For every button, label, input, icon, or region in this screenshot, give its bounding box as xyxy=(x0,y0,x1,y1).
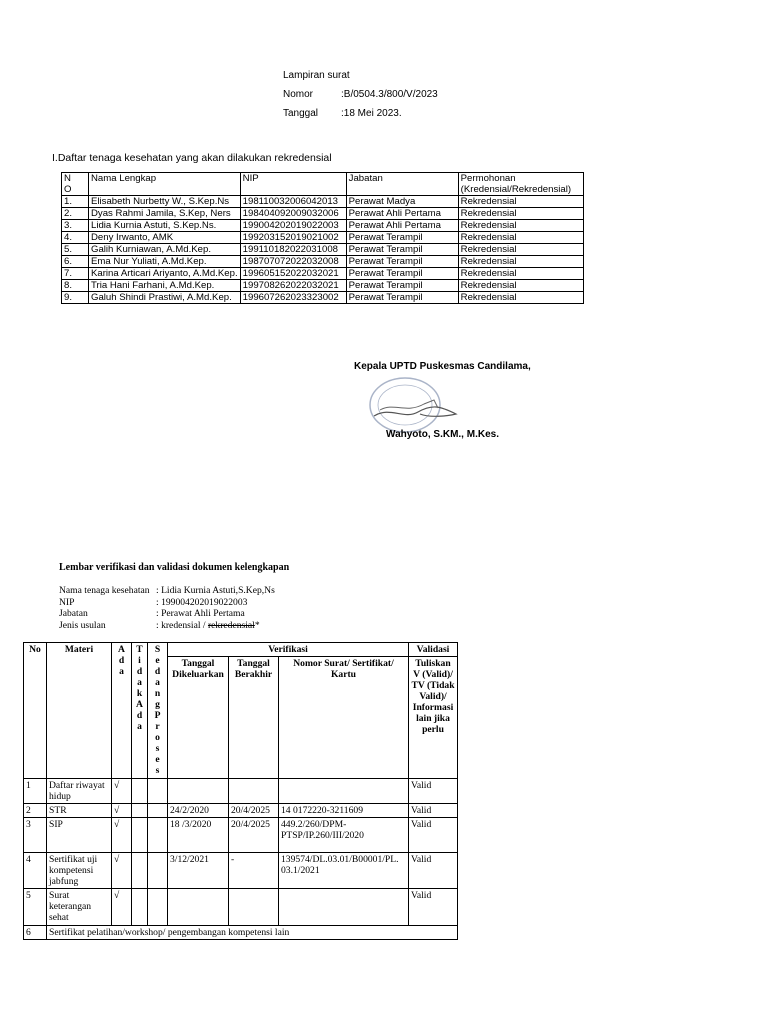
header-nama: Nama Lengkap xyxy=(89,173,241,196)
vertical-letter: d xyxy=(154,666,161,677)
cell-no: 7. xyxy=(62,268,89,280)
cell-no: 6. xyxy=(62,256,89,268)
cell-tgl-dikeluarkan: 3/12/2021 xyxy=(168,853,229,889)
cell-no: 6 xyxy=(24,926,47,940)
header-validasi-note: Tuliskan V (Valid)/ TV (Tidak Valid)/ Informasi lain jika perlu xyxy=(409,657,458,779)
header-verifikasi: Verifikasi xyxy=(168,643,409,657)
cell-tgl-berakhir xyxy=(229,889,279,926)
info-value: : kredensial / rekredensial* xyxy=(156,619,260,631)
tanggal-label: Tanggal xyxy=(283,108,319,119)
nomor-value: :B/0504.3/800/V/2023 xyxy=(341,89,438,100)
vertical-letter: e xyxy=(155,655,160,666)
vertical-letter: a xyxy=(137,721,142,732)
table-row xyxy=(62,268,584,280)
vertical-letter: d xyxy=(136,710,143,721)
info-label: Jabatan xyxy=(59,608,88,619)
vertical-letter: a xyxy=(155,677,160,688)
cell-nip: 199004202019022003 xyxy=(240,220,346,232)
cell-tgl-dikeluarkan xyxy=(168,779,229,804)
official-stamp-signature xyxy=(360,376,470,436)
applicant-info xyxy=(59,585,275,631)
cell-ada: √ xyxy=(112,779,132,804)
signatory-title: Kepala UPTD Puskesmas Candilama, xyxy=(354,361,531,372)
cell-tgl-dikeluarkan: 24/2/2020 xyxy=(168,804,229,818)
vertical-letter: s xyxy=(155,743,160,754)
cell-jabatan: Perawat Terampil xyxy=(346,232,458,244)
tanggal-value: :18 Mei 2023. xyxy=(341,108,402,119)
cell-tidak-ada xyxy=(132,818,148,853)
cell-ada: √ xyxy=(112,853,132,889)
vertical-letter: P xyxy=(154,710,161,721)
cell-jabatan: Perawat Terampil xyxy=(346,268,458,280)
section-title: I.Daftar tenaga kesehatan yang akan dilakukan rekredensial xyxy=(52,152,332,164)
cell-nomor xyxy=(279,889,409,926)
cell-nip: 199605152022032021 xyxy=(240,268,346,280)
table-row xyxy=(62,292,584,304)
cell-nama: Ema Nur Yuliati, A.Md.Kep. xyxy=(89,256,241,268)
cell-no: 1 xyxy=(24,779,47,804)
header-no: No xyxy=(24,643,47,779)
cell-no: 5 xyxy=(24,889,47,926)
vertical-letter: a xyxy=(137,677,142,688)
cell-no: 4. xyxy=(62,232,89,244)
cell-tgl-berakhir: - xyxy=(229,853,279,889)
table-row xyxy=(24,926,458,940)
cell-materi-wide: Sertifikat pelatihan/workshop/ pengembangan kompetensi lain xyxy=(47,926,458,940)
cell-tgl-dikeluarkan xyxy=(168,889,229,926)
cell-nama: Tria Hani Farhani, A.Md.Kep. xyxy=(89,280,241,292)
cell-no: 8. xyxy=(62,280,89,292)
cell-nama: Karina Articari Ariyanto, A.Md.Kep. xyxy=(89,268,241,280)
cell-jabatan: Perawat Ahli Pertama xyxy=(346,220,458,232)
vertical-text xyxy=(112,644,131,677)
cell-materi: STR xyxy=(47,804,112,818)
cell-nomor: 14 0172220-3211609 xyxy=(279,804,409,818)
vertical-letter: a xyxy=(119,666,124,677)
cell-nama: Elisabeth Nurbetty W., S.Kep.Ns xyxy=(89,196,241,208)
header-tgl-dikeluarkan: Tanggal Dikeluarkan xyxy=(168,657,229,779)
table-row xyxy=(24,889,458,926)
cell-nomor xyxy=(279,779,409,804)
header-tgl-berakhir: Tanggal Berakhir xyxy=(229,657,279,779)
verification-header-row1 xyxy=(24,643,458,657)
header-nip: NIP xyxy=(240,173,346,196)
cell-permohonan: Rekredensial xyxy=(458,196,583,208)
cell-permohonan: Rekredensial xyxy=(458,244,583,256)
table-row xyxy=(62,256,584,268)
cell-validasi: Valid xyxy=(409,804,458,818)
cell-jabatan: Perawat Terampil xyxy=(346,292,458,304)
cell-materi: Daftar riwayat hidup xyxy=(47,779,112,804)
cell-no: 2 xyxy=(24,804,47,818)
cell-permohonan: Rekredensial xyxy=(458,256,583,268)
vertical-letter: i xyxy=(138,655,141,666)
cell-sedang-proses xyxy=(148,818,168,853)
cell-nip: 199607262023323002 xyxy=(240,292,346,304)
cell-jabatan: Perawat Terampil xyxy=(346,280,458,292)
cell-nama: Galih Kurniawan, A.Md.Kep. xyxy=(89,244,241,256)
cell-permohonan: Rekredensial xyxy=(458,232,583,244)
cell-materi: SIP xyxy=(47,818,112,853)
cell-nip: 198404092009032006 xyxy=(240,208,346,220)
cell-ada: √ xyxy=(112,804,132,818)
cell-ada: √ xyxy=(112,818,132,853)
cell-jabatan: Perawat Terampil xyxy=(346,244,458,256)
vertical-letter: n xyxy=(154,688,161,699)
cell-nama: Galuh Shindi Prastiwi, A.Md.Kep. xyxy=(89,292,241,304)
info-label: NIP xyxy=(59,596,75,608)
cell-sedang-proses xyxy=(148,889,168,926)
cell-validasi: Valid xyxy=(409,889,458,926)
vertical-letter: S xyxy=(154,644,161,655)
cell-jabatan: Perawat Terampil xyxy=(346,256,458,268)
table-row xyxy=(24,804,458,818)
cell-no: 3. xyxy=(62,220,89,232)
staff-table xyxy=(61,172,584,304)
header-no: N O xyxy=(62,173,89,196)
cell-nip: 199110182022031008 xyxy=(240,244,346,256)
table-row xyxy=(62,232,584,244)
sheet-title: Lembar verifikasi dan validasi dokumen kelengkapan xyxy=(59,562,290,573)
cell-nip: 198707072022032008 xyxy=(240,256,346,268)
cell-nama: Deny Irwanto, AMK xyxy=(89,232,241,244)
cell-tidak-ada xyxy=(132,889,148,926)
vertical-text xyxy=(148,644,167,776)
header-nomor: Nomor Surat/ Sertifikat/ Kartu xyxy=(279,657,409,779)
table-row xyxy=(24,818,458,853)
cell-sedang-proses xyxy=(148,853,168,889)
cell-permohonan: Rekredensial xyxy=(458,208,583,220)
cell-no: 5. xyxy=(62,244,89,256)
cell-materi: Sertifikat uji kompetensi jabfung xyxy=(47,853,112,889)
cell-tgl-berakhir xyxy=(229,779,279,804)
cell-permohonan: Rekredensial xyxy=(458,220,583,232)
cell-no: 4 xyxy=(24,853,47,889)
cell-validasi: Valid xyxy=(409,853,458,889)
cell-tgl-berakhir: 20/4/2025 xyxy=(229,804,279,818)
cell-tidak-ada xyxy=(132,853,148,889)
table-row xyxy=(24,779,458,804)
header-tidak-ada xyxy=(132,643,148,779)
cell-nip: 199708262022032021 xyxy=(240,280,346,292)
cell-nip: 198110032006042013 xyxy=(240,196,346,208)
header-materi: Materi xyxy=(47,643,112,779)
table-row xyxy=(24,853,458,889)
cell-permohonan: Rekredensial xyxy=(458,268,583,280)
letter-header xyxy=(283,66,438,123)
vertical-text xyxy=(132,644,147,732)
cell-validasi: Valid xyxy=(409,779,458,804)
cell-jabatan: Perawat Madya xyxy=(346,196,458,208)
verification-table xyxy=(23,642,458,940)
cell-validasi: Valid xyxy=(409,818,458,853)
cell-no: 9. xyxy=(62,292,89,304)
vertical-letter: g xyxy=(155,699,160,710)
cell-nama: Lidia Kurnia Astuti, S.Kep.Ns. xyxy=(89,220,241,232)
header-validasi: Validasi xyxy=(409,643,458,657)
cell-no: 2. xyxy=(62,208,89,220)
table-row xyxy=(62,280,584,292)
table-row xyxy=(62,244,584,256)
cell-sedang-proses xyxy=(148,804,168,818)
vertical-letter: T xyxy=(136,644,143,655)
cell-materi: Surat keterangan sehat xyxy=(47,889,112,926)
cell-no: 1. xyxy=(62,196,89,208)
cell-nomor: 449.2/260/DPM-PTSP/IP.260/III/2020 xyxy=(279,818,409,853)
header-permohonan: Permohonan (Kredensial/Rekredensial) xyxy=(458,173,583,196)
vertical-letter: s xyxy=(155,765,160,776)
signatory-name: Wahyoto, S.KM., M.Kes. xyxy=(386,429,499,440)
vertical-letter: e xyxy=(155,754,160,765)
nomor-label: Nomor xyxy=(283,89,314,100)
cell-nomor: 139574/DL.03.01/B00001/PL. 03.1/2021 xyxy=(279,853,409,889)
vertical-letter: k xyxy=(136,688,143,699)
cell-tgl-dikeluarkan: 18 /3/2020 xyxy=(168,818,229,853)
struck-option: rekredensial xyxy=(207,619,255,631)
cell-jabatan: Perawat Ahli Pertama xyxy=(346,208,458,220)
info-label: Nama tenaga kesehatan xyxy=(59,585,150,596)
header-jabatan: Jabatan xyxy=(346,173,458,196)
table-row xyxy=(62,196,584,208)
table-row xyxy=(62,220,584,232)
info-value: : Perawat Ahli Pertama xyxy=(156,608,245,619)
header-sedang-proses xyxy=(148,643,168,779)
cell-ada: √ xyxy=(112,889,132,926)
header-ada xyxy=(112,643,132,779)
cell-tidak-ada xyxy=(132,779,148,804)
vertical-letter: A xyxy=(118,644,125,655)
cell-tgl-berakhir: 20/4/2025 xyxy=(229,818,279,853)
attachment-title: Lampiran surat xyxy=(283,70,350,81)
vertical-letter: A xyxy=(136,699,143,710)
info-value: : 199004202019022003 xyxy=(156,596,248,608)
cell-nip: 199203152019021002 xyxy=(240,232,346,244)
vertical-letter: r xyxy=(155,721,160,732)
cell-permohonan: Rekredensial xyxy=(458,292,583,304)
cell-no: 3 xyxy=(24,818,47,853)
cell-tidak-ada xyxy=(132,804,148,818)
table-row xyxy=(62,208,584,220)
cell-nama: Dyas Rahmi Jamila, S.Kep, Ners xyxy=(89,208,241,220)
cell-permohonan: Rekredensial xyxy=(458,280,583,292)
vertical-letter: d xyxy=(118,655,125,666)
vertical-letter: d xyxy=(136,666,143,677)
vertical-letter: o xyxy=(155,732,160,743)
info-label: Jenis usulan xyxy=(59,619,106,631)
staff-table-header xyxy=(62,173,584,196)
info-value: : Lidia Kurnia Astuti,S.Kep,Ns xyxy=(156,585,275,596)
cell-sedang-proses xyxy=(148,779,168,804)
